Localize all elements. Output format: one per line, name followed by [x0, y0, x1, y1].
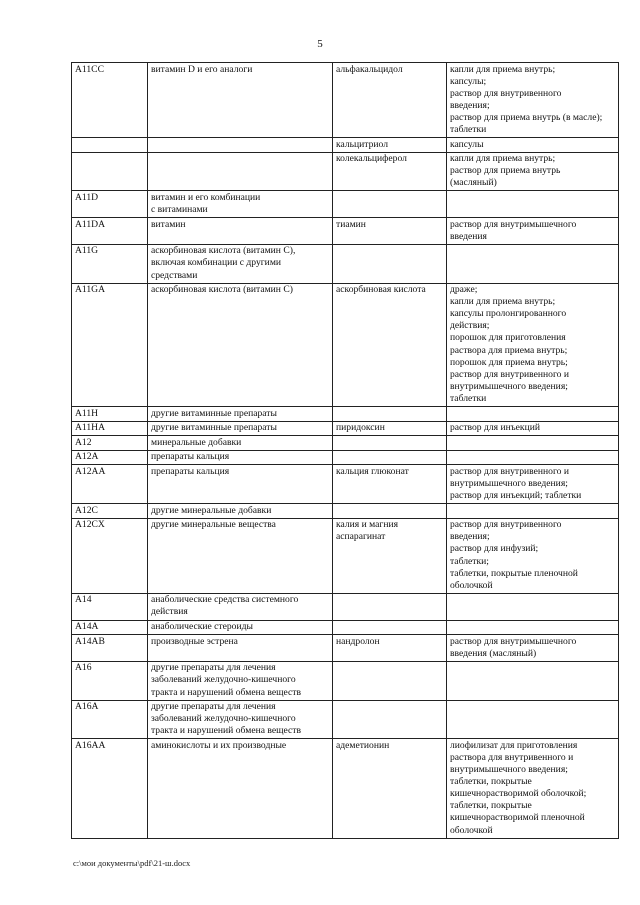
cell-dosage-form	[447, 450, 619, 465]
dosage-form-line: раствор для инфузий;	[450, 543, 539, 555]
dosage-form-line: введения;	[450, 99, 490, 111]
table-row	[72, 504, 619, 519]
cell-atc-code: A14	[72, 593, 148, 620]
dosage-form-line: таблетки	[450, 392, 487, 404]
anatomical-group-line: витамин D и его аналоги	[151, 63, 253, 75]
cell-drug-name	[333, 152, 447, 191]
cell-dosage-form	[447, 436, 619, 451]
cell-atc-code: A11CC	[72, 63, 148, 138]
cell-atc-code: A12	[72, 436, 148, 451]
dosage-form-line: капли для приема внутрь;	[450, 153, 556, 165]
cell-drug-name	[333, 191, 447, 218]
cell-atc-code	[72, 138, 148, 153]
cell-anatomical-group	[148, 518, 333, 593]
cell-anatomical-group	[148, 421, 333, 436]
dosage-form-line: таблетки, покрытые	[450, 800, 532, 812]
cell-dosage-form	[447, 700, 619, 739]
dosage-form-line: кишечнорастворимой пленочной	[450, 812, 585, 824]
cell-anatomical-group	[148, 593, 333, 620]
anatomical-group-line: тракта и нарушений обмена веществ	[151, 725, 302, 737]
cell-drug-name	[333, 635, 447, 662]
cell-dosage-form	[447, 63, 619, 138]
table-row	[72, 218, 619, 245]
cell-atc-code: A12CX	[72, 518, 148, 593]
anatomical-group-line: другие минеральные вещества	[151, 519, 276, 531]
cell-drug-name	[333, 620, 447, 635]
cell-anatomical-group	[148, 620, 333, 635]
dosage-form-line: капсулы	[450, 138, 484, 150]
anatomical-group-line: витамин	[151, 218, 186, 230]
anatomical-group-line: аскорбиновая кислота (витамин C),	[151, 245, 296, 257]
table-row	[72, 421, 619, 436]
dosage-form-line: таблетки;	[450, 555, 489, 567]
dosage-form-line: капли для приема внутрь;	[450, 63, 556, 75]
cell-anatomical-group	[148, 450, 333, 465]
anatomical-group-line: включая комбинации с другими	[151, 257, 282, 269]
dosage-form-line: внутримышечного введения;	[450, 764, 568, 776]
dosage-form-line: капсулы;	[450, 75, 487, 87]
cell-dosage-form	[447, 138, 619, 153]
cell-drug-name	[333, 450, 447, 465]
dosage-form-line: действия;	[450, 320, 490, 332]
drug-name-line: колекальциферол	[336, 153, 407, 165]
table-row	[72, 138, 619, 153]
cell-anatomical-group	[148, 504, 333, 519]
anatomical-group-line: анаболические средства системного	[151, 594, 299, 606]
cell-anatomical-group	[148, 700, 333, 739]
anatomical-group-line: аскорбиновая кислота (витамин C)	[151, 284, 293, 296]
anatomical-group-line: минеральные добавки	[151, 436, 242, 448]
cell-drug-name	[333, 504, 447, 519]
cell-atc-code	[72, 152, 148, 191]
anatomical-group-line: заболеваний желудочно-кишечного	[151, 674, 296, 686]
dosage-form-line: раствора для приема внутрь;	[450, 344, 568, 356]
cell-anatomical-group	[148, 465, 333, 504]
table-row	[72, 700, 619, 739]
table-row	[72, 436, 619, 451]
dosage-form-line: раствор для внутримышечного	[450, 218, 577, 230]
anatomical-group-line: другие минеральные добавки	[151, 504, 272, 516]
cell-atc-code: A12C	[72, 504, 148, 519]
dosage-form-line: порошок для приготовления	[450, 332, 566, 344]
anatomical-group-line: аминокислоты и их производные	[151, 739, 287, 751]
table-row	[72, 661, 619, 700]
cell-anatomical-group	[148, 152, 333, 191]
anatomical-group-line: другие витаминные препараты	[151, 422, 277, 434]
cell-drug-name	[333, 407, 447, 422]
dosage-form-line: раствор для внутривенного	[450, 519, 562, 531]
cell-atc-code: A12A	[72, 450, 148, 465]
dosage-form-line: введения (масляный)	[450, 647, 537, 659]
cell-dosage-form	[447, 421, 619, 436]
cell-atc-code: A14AB	[72, 635, 148, 662]
anatomical-group-line: препараты кальция	[151, 465, 230, 477]
anatomical-group-line: другие препараты для лечения	[151, 662, 276, 674]
anatomical-group-line: витамин и его комбинации	[151, 191, 261, 203]
anatomical-group-line: анаболические стероиды	[151, 621, 253, 633]
dosage-form-line: введения;	[450, 531, 490, 543]
dosage-form-line: порошок для приема внутрь;	[450, 356, 568, 368]
anatomical-group-line: тракта и нарушений обмена веществ	[151, 686, 302, 698]
dosage-form-line: раствор для приема внутрь (в масле);	[450, 111, 603, 123]
dosage-form-line: таблетки, покрытые	[450, 776, 532, 788]
dosage-form-line: драже;	[450, 284, 478, 296]
dosage-form-line: раствор для внутривенного	[450, 87, 562, 99]
dosage-form-line: кишечнорастворимой оболочкой;	[450, 788, 587, 800]
table-row	[72, 407, 619, 422]
cell-dosage-form	[447, 593, 619, 620]
cell-dosage-form	[447, 244, 619, 283]
table-row	[72, 244, 619, 283]
dosage-form-line: оболочкой	[450, 824, 493, 836]
cell-dosage-form	[447, 465, 619, 504]
table-row	[72, 283, 619, 406]
anatomical-group-line: другие препараты для лечения	[151, 701, 276, 713]
dosage-form-line: раствор для внутривенного и	[450, 465, 569, 477]
cell-anatomical-group	[148, 218, 333, 245]
dosage-form-line: раствор для внутримышечного	[450, 635, 577, 647]
cell-dosage-form	[447, 504, 619, 519]
drug-name-line: пиридоксин	[336, 422, 385, 434]
dosage-form-line: внутримышечного введения;	[450, 478, 568, 489]
dosage-form-line: внутримышечного введения;	[450, 380, 568, 392]
cell-drug-name	[333, 63, 447, 138]
anatomical-group-line: другие витаминные препараты	[151, 407, 277, 419]
dosage-form-line: (масляный)	[450, 177, 497, 189]
cell-drug-name	[333, 283, 447, 406]
cell-dosage-form	[447, 283, 619, 406]
cell-drug-name	[333, 593, 447, 620]
cell-atc-code: A16A	[72, 700, 148, 739]
dosage-form-line: таблетки	[450, 123, 487, 135]
dosage-form-line: раствора для внутривенного и	[450, 751, 574, 763]
table-row	[72, 465, 619, 504]
cell-drug-name	[333, 739, 447, 838]
cell-dosage-form	[447, 191, 619, 218]
cell-atc-code: A11HA	[72, 421, 148, 436]
cell-anatomical-group	[148, 63, 333, 138]
cell-anatomical-group	[148, 407, 333, 422]
dosage-form-line: раствор для внутривенного и	[450, 368, 569, 380]
drug-name-line: кальцитриол	[336, 138, 388, 150]
cell-atc-code: A16AA	[72, 739, 148, 838]
cell-drug-name	[333, 244, 447, 283]
cell-anatomical-group	[148, 635, 333, 662]
table-body	[72, 63, 619, 839]
dosage-form-line: лиофилизат для приготовления	[450, 739, 578, 751]
drug-name-line: аспарагинат	[336, 531, 386, 543]
cell-anatomical-group	[148, 739, 333, 838]
dosage-form-line: раствор для инъекций; таблетки	[450, 490, 582, 502]
cell-drug-name	[333, 661, 447, 700]
cell-drug-name	[333, 421, 447, 436]
cell-dosage-form	[447, 620, 619, 635]
cell-anatomical-group	[148, 138, 333, 153]
cell-drug-name	[333, 436, 447, 451]
anatomical-group-line: производные эстрена	[151, 635, 238, 647]
drug-table	[71, 62, 619, 839]
drug-name-line: нандролон	[336, 635, 380, 647]
cell-atc-code: A12AA	[72, 465, 148, 504]
cell-dosage-form	[447, 407, 619, 422]
dosage-form-line: капсулы пролонгированного	[450, 308, 567, 320]
table-row	[72, 620, 619, 635]
cell-atc-code: A11GA	[72, 283, 148, 406]
dosage-form-line: введения	[450, 230, 487, 242]
cell-anatomical-group	[148, 436, 333, 451]
cell-dosage-form	[447, 739, 619, 838]
dosage-form-line: оболочкой	[450, 579, 493, 591]
drug-name-line: кальция глюконат	[336, 465, 409, 477]
cell-drug-name	[333, 518, 447, 593]
table-row	[72, 518, 619, 593]
cell-atc-code: A11H	[72, 407, 148, 422]
cell-atc-code: A14A	[72, 620, 148, 635]
anatomical-group-line: действия	[151, 606, 188, 618]
dosage-form-line: раствор для приема внутрь	[450, 165, 561, 177]
cell-atc-code: A16	[72, 661, 148, 700]
drug-name-line: адеметионин	[336, 739, 390, 751]
cell-drug-name	[333, 218, 447, 245]
footer-file-path: c:\мои документы\pdf\21-ш.docx	[73, 858, 191, 868]
drug-name-line: калия и магния	[336, 519, 399, 531]
cell-anatomical-group	[148, 244, 333, 283]
cell-dosage-form	[447, 218, 619, 245]
dosage-form-line: раствор для инъекций	[450, 422, 540, 434]
drug-name-line: аскорбиновая кислота	[336, 284, 426, 296]
drug-name-line: альфакальцидол	[336, 63, 403, 75]
cell-drug-name	[333, 138, 447, 153]
dosage-form-line: таблетки, покрытые пленочной	[450, 567, 578, 579]
table-row	[72, 593, 619, 620]
anatomical-group-line: заболеваний желудочно-кишечного	[151, 713, 296, 725]
page-number: 5	[317, 38, 323, 50]
drug-name-line: тиамин	[336, 218, 366, 230]
table-row	[72, 191, 619, 218]
cell-atc-code: A11DA	[72, 218, 148, 245]
anatomical-group-line: средствами	[151, 269, 198, 281]
anatomical-group-line: с витаминами	[151, 204, 208, 216]
table-row	[72, 152, 619, 191]
table-row	[72, 63, 619, 138]
anatomical-group-line: препараты кальция	[151, 451, 230, 463]
cell-anatomical-group	[148, 661, 333, 700]
cell-dosage-form	[447, 518, 619, 593]
cell-anatomical-group	[148, 283, 333, 406]
table-row	[72, 739, 619, 838]
cell-drug-name	[333, 465, 447, 504]
cell-drug-name	[333, 700, 447, 739]
cell-dosage-form	[447, 152, 619, 191]
cell-atc-code: A11D	[72, 191, 148, 218]
dosage-form-line: капли для приема внутрь;	[450, 296, 556, 308]
table-row	[72, 450, 619, 465]
table-row	[72, 635, 619, 662]
cell-dosage-form	[447, 635, 619, 662]
cell-atc-code: A11G	[72, 244, 148, 283]
cell-anatomical-group	[148, 191, 333, 218]
cell-dosage-form	[447, 661, 619, 700]
